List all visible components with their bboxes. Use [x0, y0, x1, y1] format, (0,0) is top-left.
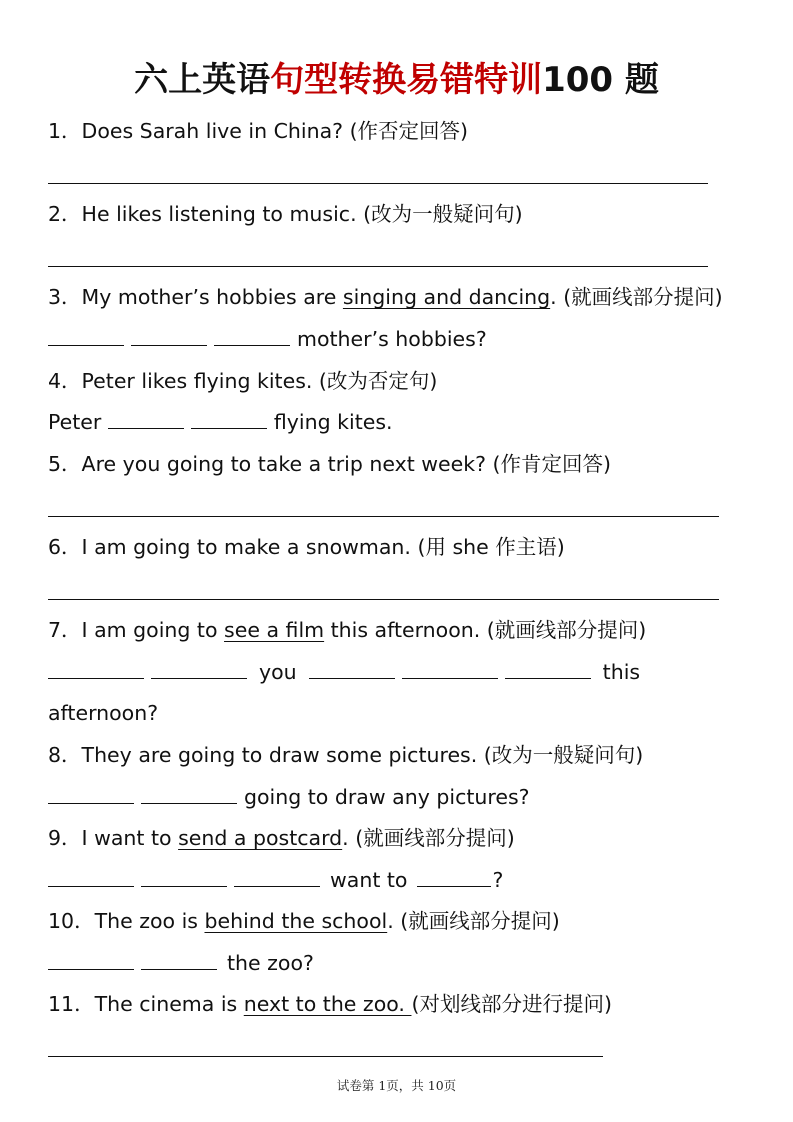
blank[interactable]: [48, 325, 124, 346]
question-3-answer-text: mother’s hobbies?: [297, 327, 487, 351]
question-7-text-before: 7．I am going to: [48, 618, 225, 642]
blank[interactable]: [214, 325, 290, 346]
blank[interactable]: [141, 866, 227, 887]
page-footer: 试卷第 1页，共 10页: [336, 1078, 457, 1093]
question-4-answer-end: flying kites.: [273, 410, 393, 434]
blank[interactable]: [48, 949, 134, 970]
title-part-2: 句型转换易错特训: [270, 60, 543, 100]
question-3-text-after: . (就画线部分提问): [550, 285, 723, 309]
question-9-word-want-to: want to: [330, 868, 408, 892]
question-11-underlined: next to the zoo.: [243, 992, 412, 1016]
page-title: [0, 56, 793, 104]
blank[interactable]: [402, 658, 498, 679]
question-10-text-before: 10．The zoo is: [48, 909, 205, 933]
question-3-answer-row: [48, 325, 487, 353]
blank[interactable]: [141, 783, 237, 804]
question-7-answer-row: [48, 658, 640, 686]
blank[interactable]: [48, 783, 134, 804]
blank[interactable]: [151, 658, 247, 679]
blank[interactable]: [234, 866, 320, 887]
question-11: [48, 990, 612, 1018]
question-7-answer-row-2: afternoon?: [48, 701, 159, 725]
blank[interactable]: [417, 866, 491, 887]
question-8-answer-text: going to draw any pictures?: [244, 785, 530, 809]
question-7: [48, 616, 646, 644]
question-2: 2．He likes listening to music. (改为一般疑问句): [48, 202, 523, 226]
answer-line-2[interactable]: [48, 266, 708, 267]
blank[interactable]: [108, 408, 184, 429]
question-11-text-after: (对划线部分进行提问): [411, 992, 612, 1016]
blank[interactable]: [131, 325, 207, 346]
question-9-underlined: send a postcard: [178, 826, 343, 850]
answer-line-11[interactable]: [48, 1056, 603, 1057]
question-1: 1．Does Sarah live in China? (作否定回答): [48, 119, 469, 143]
question-9: [48, 824, 515, 852]
answer-line-6[interactable]: [48, 599, 719, 600]
question-3: [48, 283, 723, 311]
question-4-answer-row: [48, 408, 393, 436]
question-10-underlined: behind the school: [204, 909, 388, 933]
question-9-text-before: 9．I want to: [48, 826, 179, 850]
answer-line-5[interactable]: [48, 516, 719, 517]
question-10: [48, 907, 560, 935]
question-8: 8．They are going to draw some pictures. (改为一般疑问句): [48, 743, 644, 767]
question-7-word-you: you: [259, 660, 297, 684]
question-10-text-after: . (就画线部分提问): [387, 909, 560, 933]
blank[interactable]: [505, 658, 591, 679]
blank[interactable]: [48, 658, 144, 679]
question-10-answer-row: [48, 949, 314, 977]
blank[interactable]: [191, 408, 267, 429]
question-3-text-before: 3．My mother’s hobbies are: [48, 285, 343, 309]
question-5: 5．Are you going to take a trip next week? (作肯定回答): [48, 452, 612, 476]
question-7-underlined: see a film: [224, 618, 325, 642]
question-9-question-mark: ?: [492, 868, 504, 892]
question-9-answer-row: [48, 866, 503, 894]
blank[interactable]: [141, 949, 217, 970]
question-9-text-after: . (就画线部分提问): [342, 826, 515, 850]
blank[interactable]: [48, 866, 134, 887]
question-10-answer-text: the zoo?: [227, 951, 314, 975]
question-7-text-after: this afternoon. (就画线部分提问): [324, 618, 647, 642]
question-6: 6．I am going to make a snowman. (用 she 作主语): [48, 535, 565, 559]
question-7-word-this: this: [602, 660, 641, 684]
blank[interactable]: [309, 658, 395, 679]
question-4-answer-start: Peter: [48, 410, 102, 434]
question-8-answer-row: [48, 783, 530, 811]
question-4: 4．Peter likes flying kites. (改为否定句): [48, 369, 438, 393]
answer-line-1[interactable]: [48, 183, 708, 184]
question-3-underlined: singing and dancing: [342, 285, 551, 309]
title-part-1: 六上英语: [134, 60, 271, 100]
question-11-text-before: 11．The cinema is: [48, 992, 244, 1016]
title-part-3: 100 题: [542, 60, 659, 100]
